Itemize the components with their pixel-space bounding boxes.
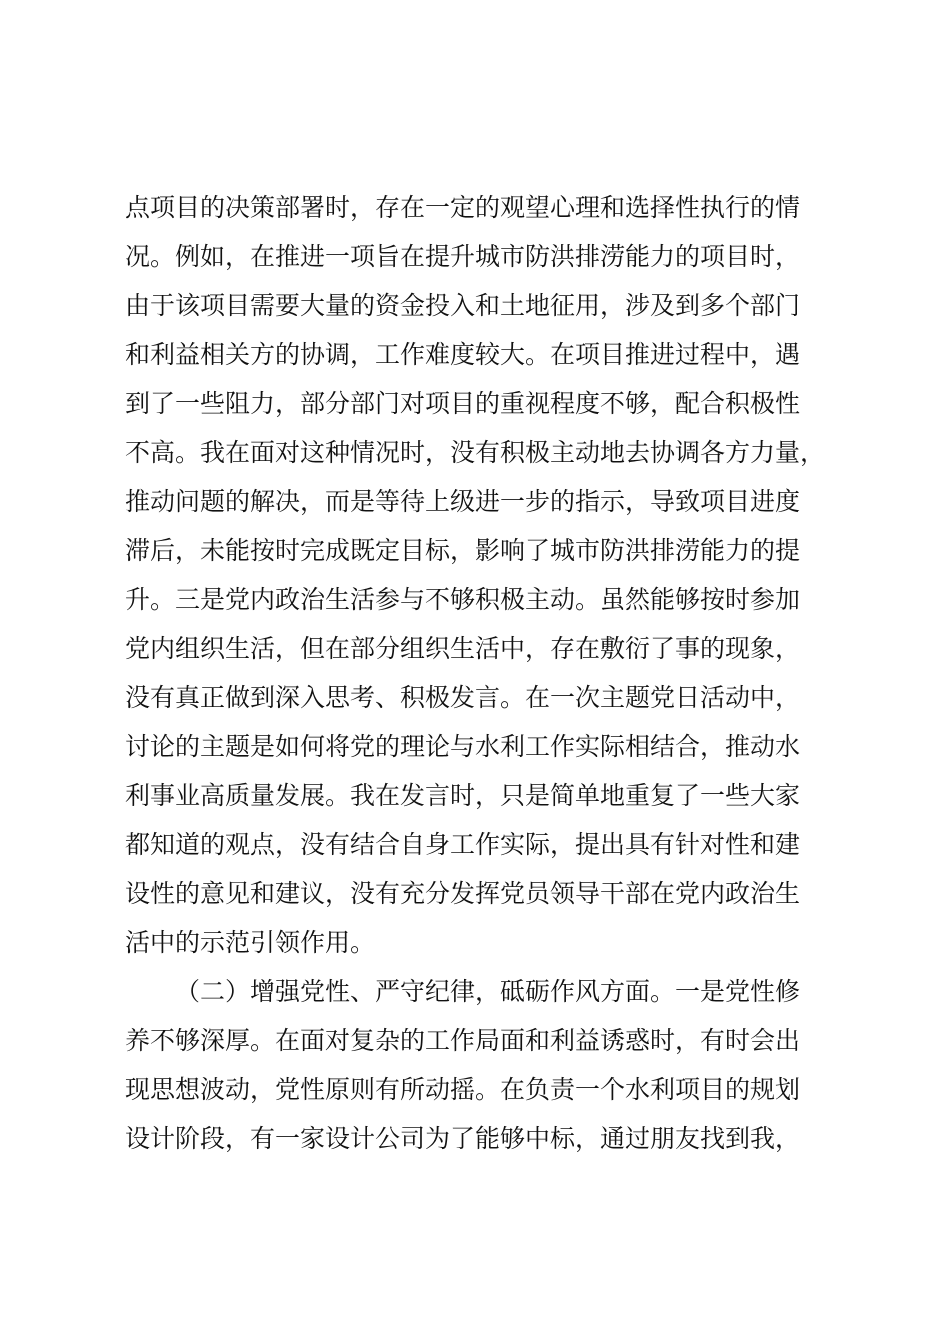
text-line: 到了一些阻力，部分部门对项目的重视程度不够，配合积极性 (125, 389, 801, 418)
text-line: 滞后，未能按时完成既定目标，影响了城市防洪排涝能力的提 (125, 536, 801, 565)
text-line: 讨论的主题是如何将党的理论与水利工作实际相结合，推动水 (125, 732, 801, 761)
text-line: 活中的示范引领作用。 (125, 928, 376, 957)
text-line: 利事业高质量发展。我在发言时，只是简单地重复了一些大家 (125, 781, 801, 810)
text-line: 没有真正做到深入思考、积极发言。在一次主题党日活动中， (125, 683, 801, 712)
text-line: 养不够深厚。在面对复杂的工作局面和利益诱惑时，有时会出 (125, 1026, 801, 1055)
text-line: 况。例如，在推进一项旨在提升城市防洪排涝能力的项目时， (125, 242, 801, 271)
text-line: 现思想波动，党性原则有所动摇。在负责一个水利项目的规划 (125, 1075, 801, 1104)
section-heading-line: （二）增强党性、严守纪律，砥砺作风方面。一是党性修 (175, 977, 801, 1006)
text-line: 设性的意见和建议，没有充分发挥党员领导干部在党内政治生 (125, 879, 801, 908)
text-line: 设计阶段，有一家设计公司为了能够中标，通过朋友找到我， (125, 1124, 801, 1153)
text-line: 升。三是党内政治生活参与不够积极主动。虽然能够按时参加 (125, 585, 801, 614)
document-body (125, 183, 845, 1163)
text-line: 由于该项目需要大量的资金投入和土地征用，涉及到多个部门 (125, 291, 801, 320)
text-line: 都知道的观点，没有结合自身工作实际，提出具有针对性和建 (125, 830, 801, 859)
text-line: 不高。我在面对这种情况时，没有积极主动地去协调各方力量， (125, 438, 826, 467)
text-line: 推动问题的解决，而是等待上级进一步的指示，导致项目进度 (125, 487, 801, 516)
text-line: 和利益相关方的协调，工作难度较大。在项目推进过程中，遇 (125, 340, 801, 369)
text-line: 党内组织生活，但在部分组织生活中，存在敷衍了事的现象， (125, 634, 801, 663)
text-line: 点项目的决策部署时，存在一定的观望心理和选择性执行的情 (125, 193, 801, 222)
